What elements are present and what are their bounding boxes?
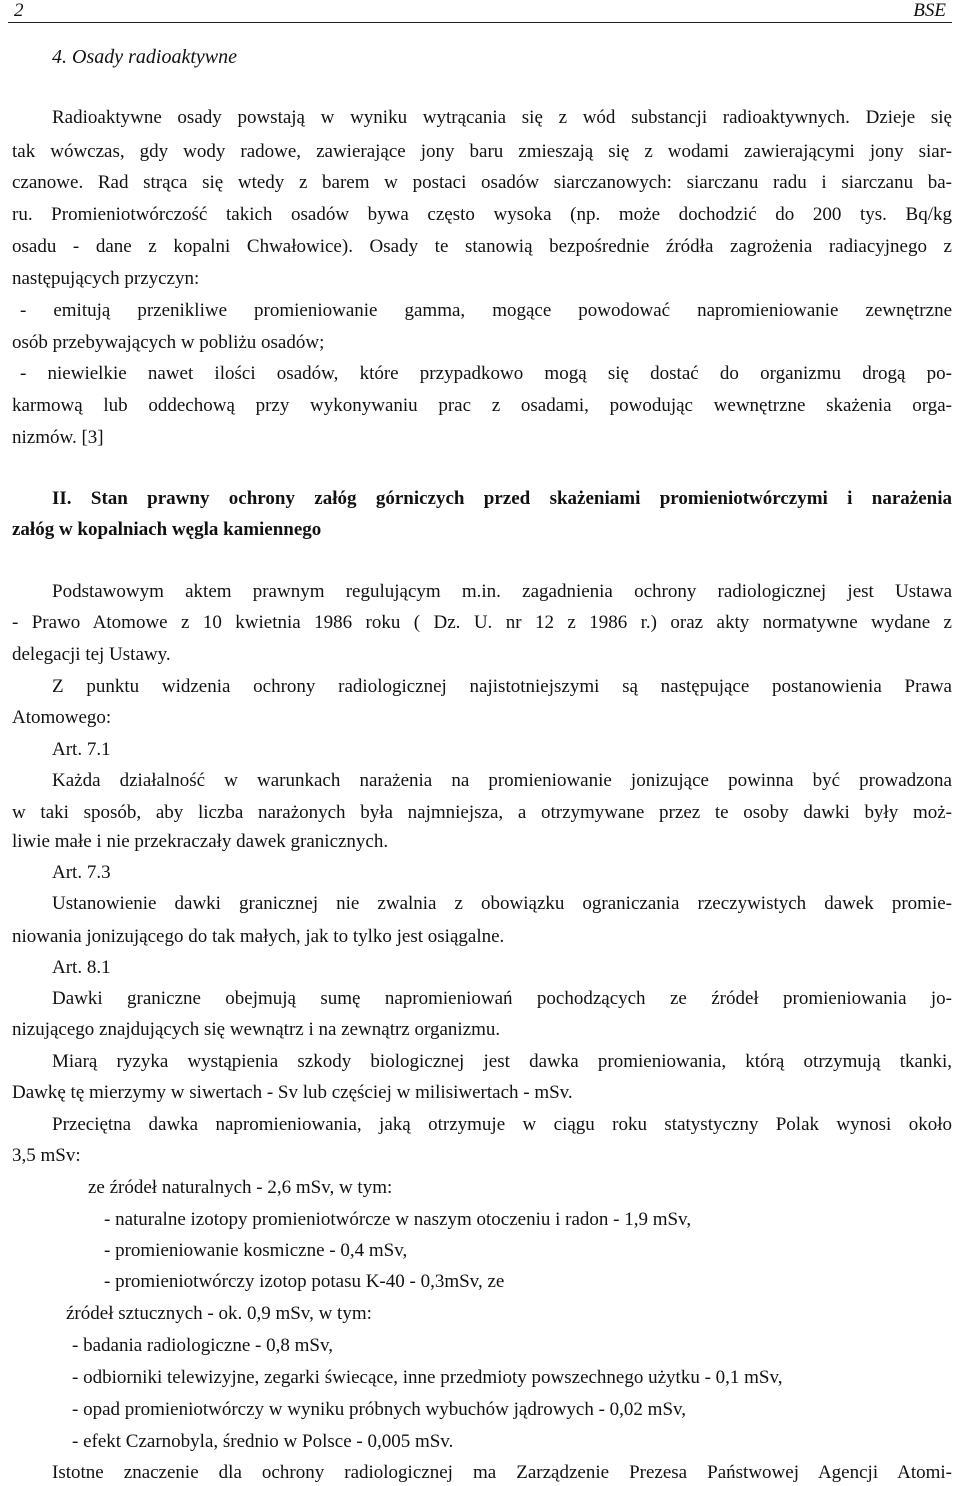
article-number: Art. 8.1: [52, 957, 111, 978]
page-number: 2: [14, 0, 24, 21]
text-line: Miarą ryzyka wystąpienia szkody biologicznej jest dawka promieniowania, którą otrzymują tkanki,: [52, 1051, 952, 1072]
list-item: - promieniotwórczy izotop potasu K-40 - 0,3mSv, ze: [104, 1271, 505, 1292]
text-line: nizmów. [3]: [12, 427, 104, 448]
text-line: Ustanowienie dawki granicznej nie zwalnia z obowiązku ograniczania rzeczywistych dawek promie-: [52, 893, 952, 914]
text-line: czanowe. Rad strąca się wtedy z barem w postaci osadów siarczanowych: siarczanu radu i siarczanu ba-: [12, 172, 952, 193]
text-line: ru. Promieniotwórczość takich osadów bywa często wysoka (np. może dochodzić do 200 tys. Bq/kg: [12, 204, 952, 225]
text-line: 3,5 mSv:: [12, 1145, 81, 1166]
list-item: - odbiorniki telewizyjne, zegarki świecące, inne przedmioty powszechnego użytku - 0,1 mSv,: [72, 1367, 783, 1388]
list-item: - promieniowanie kosmiczne - 0,4 mSv,: [104, 1240, 408, 1261]
text-line: osadu - dane z kopalni Chwałowice). Osady te stanowią bezpośrednie źródła zagrożenia radiacyjnego z: [12, 236, 952, 257]
text-line: - emitują przenikliwe promieniowanie gamma, mogące powodować napromieniowanie zewnętrzne: [20, 300, 952, 321]
list-heading: źródeł sztucznych - ok. 0,9 mSv, w tym:: [66, 1303, 372, 1324]
text-line: Istotne znaczenie dla ochrony radiologicznej ma Zarządzenie Prezesa Państwowej Agencji Atomi-: [52, 1462, 952, 1483]
text-line: - Prawo Atomowe z 10 kwietnia 1986 roku ( Dz. U. nr 12 z 1986 r.) oraz akty normatywne wydane z: [12, 612, 952, 633]
text-line: w taki sposób, aby liczba narażonych była najmniejsza, a otrzymywane przez te osoby dawki były moż-: [12, 802, 952, 823]
text-line: delegacji tej Ustawy.: [12, 644, 171, 665]
text-line: - niewielkie nawet ilości osadów, które przypadkowo mogą się dostać do organizmu drogą po-: [20, 363, 952, 384]
text-line: następujących przyczyn:: [12, 268, 200, 289]
text-line: Radioaktywne osady powstają w wyniku wytrącania się z wód substancji radioaktywnych. Dzieje się: [52, 107, 952, 128]
text-line: Każda działalność w warunkach narażenia na promieniowanie jonizujące powinna być prowadzona: [52, 770, 952, 791]
page-header: [8, 0, 952, 23]
section-title: 4. Osady radioaktywne: [52, 46, 237, 68]
article-number: Art. 7.1: [52, 739, 111, 760]
text-line: Podstawowym aktem prawnym regulującym m.in. zagadnienia ochrony radiologicznej jest Ustawa: [52, 581, 952, 602]
chapter-heading: II. Stan prawny ochrony załóg górniczych przed skażeniami promieniotwórczymi i narażenia: [52, 488, 952, 509]
text-line: karmową lub oddechową przy wykonywaniu prac z osadami, powodując wewnętrzne skażenia orga-: [12, 395, 952, 416]
text-line: Atomowego:: [12, 707, 112, 728]
article-number: Art. 7.3: [52, 862, 111, 883]
text-line: Przeciętna dawka napromieniowania, jaką otrzymuje w ciągu roku statystyczny Polak wynosi około: [52, 1114, 952, 1135]
text-line: nizującego znajdujących się wewnątrz i na zewnątrz organizmu.: [12, 1019, 501, 1040]
text-line: osób przebywających w pobliżu osadów;: [12, 332, 325, 353]
text-line: tak wówczas, gdy wody radowe, zawierające jony baru zmieszają się z wodami zawierającymi jony siar-: [12, 141, 952, 162]
list-item: - naturalne izotopy promieniotwórcze w naszym otoczeniu i radon - 1,9 mSv,: [104, 1209, 692, 1230]
running-title: BSE: [913, 0, 946, 21]
text-line: niowania jonizującego do tak małych, jak to tylko jest osiągalne.: [12, 926, 505, 947]
text-line: Dawkę tę mierzymy w siwertach - Sv lub częściej w milisiwertach - mSv.: [12, 1082, 573, 1103]
list-heading: ze źródeł naturalnych - 2,6 mSv, w tym:: [88, 1177, 393, 1198]
list-item: - efekt Czarnobyla, średnio w Polsce - 0,005 mSv.: [72, 1431, 454, 1452]
text-line: liwie małe i nie przekraczały dawek granicznych.: [12, 831, 389, 852]
list-item: - badania radiologiczne - 0,8 mSv,: [72, 1335, 333, 1356]
text-line: Z punktu widzenia ochrony radiologicznej najistotniejszymi są następujące postanowienia Prawa: [52, 676, 952, 697]
text-line: Dawki graniczne obejmują sumę napromieniowań pochodzących ze źródeł promieniowania jo-: [52, 988, 952, 1009]
chapter-heading: załóg w kopalniach węgla kamiennego: [12, 519, 322, 540]
list-item: - opad promieniotwórczy w wyniku próbnych wybuchów jądrowych - 0,02 mSv,: [72, 1399, 687, 1420]
